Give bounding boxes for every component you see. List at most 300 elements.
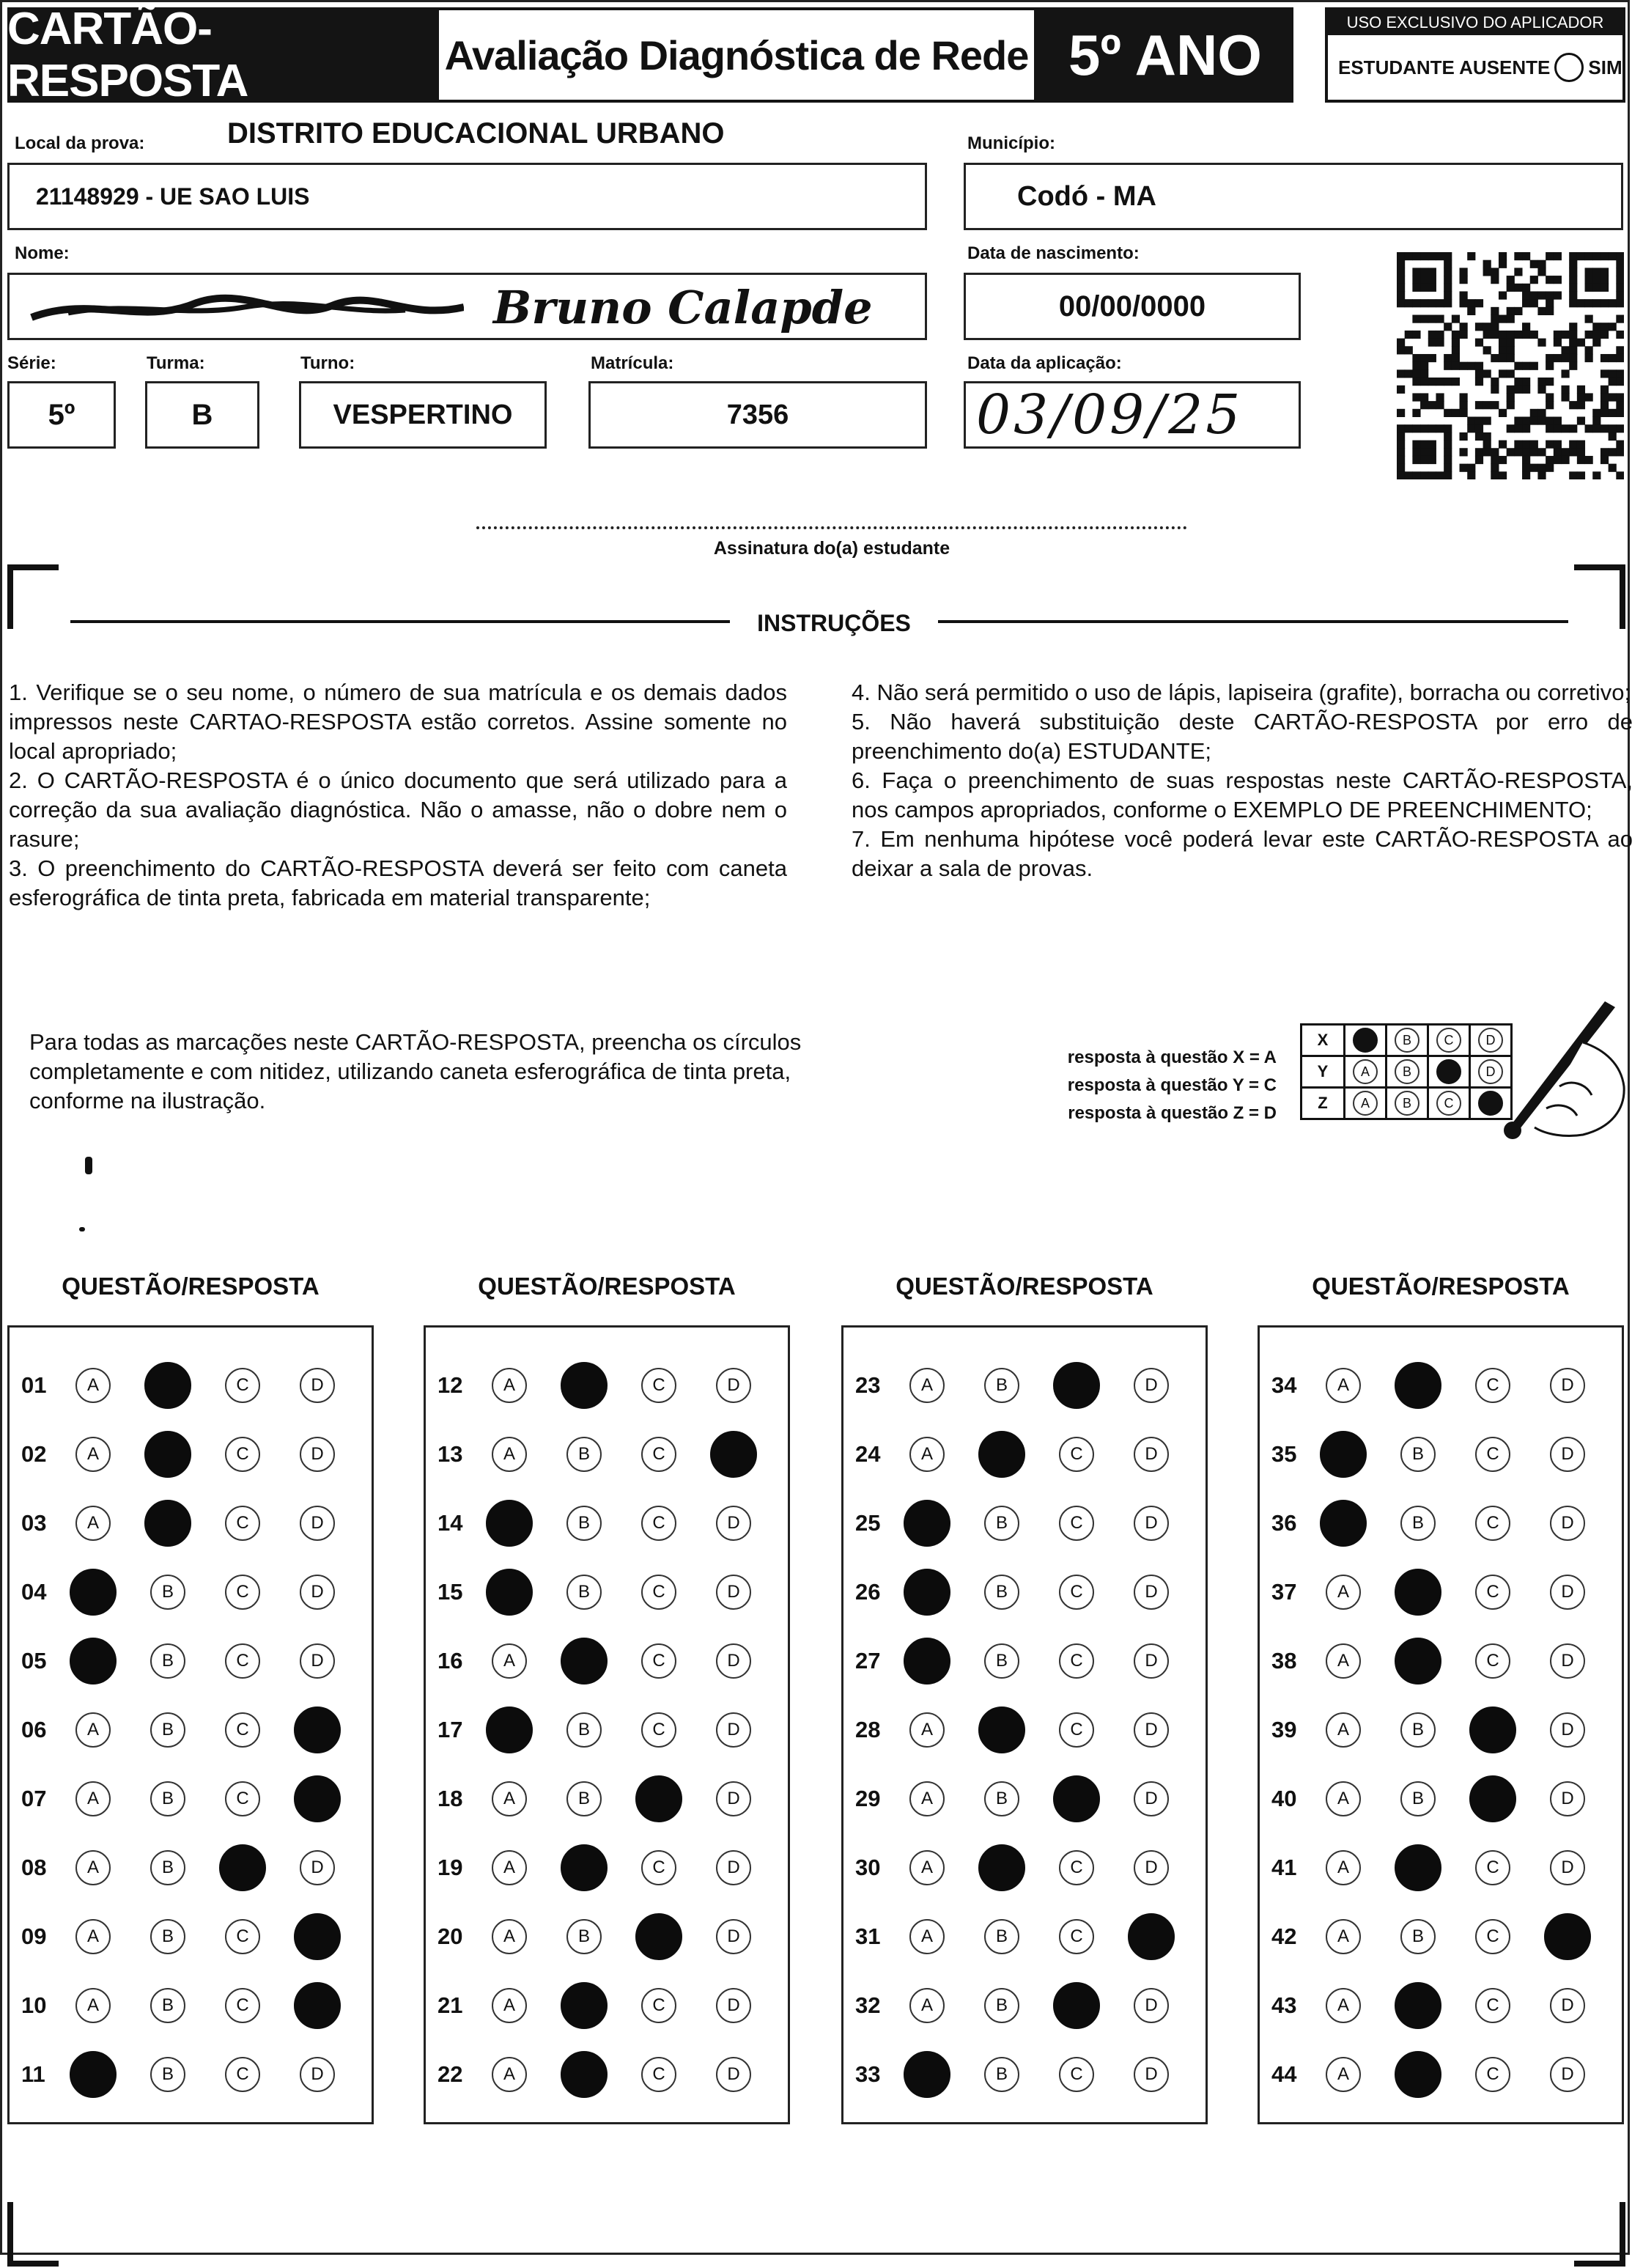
- qr-module: [1420, 252, 1428, 260]
- qr-module: [1428, 456, 1436, 464]
- answer-bubble-filled[interactable]: [978, 1844, 1025, 1891]
- answer-bubble[interactable]: C: [641, 1643, 676, 1679]
- answer-bubble[interactable]: D: [1550, 1437, 1585, 1472]
- qr-module: [1616, 409, 1624, 417]
- question-number: 26: [855, 1579, 881, 1605]
- qr-module: [1537, 409, 1546, 417]
- instruction-item: 6. Faça o preenchimento de suas respostas neste CARTÃO-RESPOSTA, nos campos apropriados, conforme o EXEMPLO DE PREENCHIMENTO;: [852, 767, 1633, 822]
- answer-bubble-filled[interactable]: [1469, 1775, 1516, 1822]
- answer-bubble[interactable]: D: [716, 2057, 751, 2092]
- answer-bubble[interactable]: B: [984, 1643, 1019, 1679]
- answer-bubble[interactable]: C: [1059, 1919, 1094, 1954]
- answer-bubble[interactable]: C: [1059, 1712, 1094, 1748]
- answer-bubble[interactable]: B: [1400, 1437, 1436, 1472]
- answer-bubble[interactable]: B: [150, 1712, 185, 1748]
- answer-bubble-filled[interactable]: [904, 1569, 950, 1616]
- question-number: 44: [1271, 2061, 1297, 2087]
- answer-bubble[interactable]: C: [1475, 1643, 1510, 1679]
- answer-bubble-filled[interactable]: [486, 1500, 533, 1547]
- question-number: 21: [437, 1992, 463, 2018]
- qr-module: [1592, 409, 1600, 417]
- answer-bubble[interactable]: A: [1326, 1575, 1361, 1610]
- answer-bubble-filled[interactable]: [144, 1362, 191, 1409]
- qr-module: [1522, 416, 1530, 424]
- qr-module: [1452, 362, 1460, 370]
- answer-bubble[interactable]: D: [716, 1368, 751, 1403]
- qr-module: [1397, 386, 1405, 394]
- answer-bubble[interactable]: D: [300, 1643, 335, 1679]
- qr-module: [1577, 416, 1585, 424]
- qr-module: [1546, 424, 1554, 432]
- qr-module: [1609, 448, 1617, 456]
- question-number: 37: [1271, 1579, 1297, 1605]
- answer-bubble[interactable]: D: [300, 1506, 335, 1541]
- answer-bubble[interactable]: B: [150, 2057, 185, 2092]
- qr-module: [1444, 276, 1452, 284]
- class-value: B: [191, 398, 213, 431]
- qr-module: [1405, 346, 1413, 354]
- answer-bubble[interactable]: C: [641, 1437, 676, 1472]
- example-bubble: C: [1436, 1028, 1461, 1053]
- answer-bubble-filled[interactable]: [70, 1638, 117, 1685]
- example-grid: [1300, 1023, 1513, 1120]
- answer-bubble[interactable]: D: [300, 1368, 335, 1403]
- answer-bubble[interactable]: C: [225, 1988, 260, 2023]
- question-number: 43: [1271, 1992, 1297, 2018]
- answer-bubble[interactable]: B: [150, 1643, 185, 1679]
- answer-bubble[interactable]: B: [150, 1781, 185, 1816]
- answer-bubble[interactable]: B: [566, 1712, 602, 1748]
- answer-bubble[interactable]: A: [1326, 1919, 1361, 1954]
- answer-bubble[interactable]: B: [150, 1850, 185, 1885]
- answer-bubble-filled[interactable]: [1544, 1913, 1591, 1960]
- qr-module: [1577, 386, 1585, 394]
- qr-module: [1444, 268, 1452, 276]
- answer-bubble[interactable]: A: [75, 1437, 111, 1472]
- qr-module: [1460, 268, 1468, 276]
- qr-module: [1420, 362, 1428, 370]
- answer-bubble[interactable]: B: [1400, 1919, 1436, 1954]
- answer-bubble-filled[interactable]: [978, 1431, 1025, 1478]
- qr-module: [1428, 441, 1436, 449]
- answer-bubble[interactable]: C: [1475, 1575, 1510, 1610]
- qr-module: [1569, 401, 1577, 409]
- answer-bubble[interactable]: C: [1475, 2057, 1510, 2092]
- qr-module: [1522, 441, 1530, 449]
- qr-module: [1585, 252, 1593, 260]
- qr-module: [1499, 331, 1507, 339]
- answer-bubble[interactable]: B: [1400, 1506, 1436, 1541]
- answer-bubble-filled[interactable]: [486, 1706, 533, 1753]
- answer-bubble[interactable]: A: [909, 1781, 945, 1816]
- answer-bubble[interactable]: D: [1134, 1506, 1169, 1541]
- answer-bubble[interactable]: D: [1550, 2057, 1585, 2092]
- answer-bubble[interactable]: C: [1059, 1506, 1094, 1541]
- series-value: 5º: [48, 398, 75, 431]
- answer-bubble[interactable]: C: [641, 2057, 676, 2092]
- qr-module: [1546, 276, 1554, 284]
- qr-module: [1585, 276, 1593, 284]
- qr-module: [1561, 386, 1569, 394]
- qr-module: [1499, 260, 1507, 268]
- qr-module: [1428, 378, 1436, 386]
- answer-bubble[interactable]: B: [984, 1988, 1019, 2023]
- qr-module: [1483, 369, 1491, 378]
- answer-bubble[interactable]: B: [984, 1919, 1019, 1954]
- answer-bubble[interactable]: C: [641, 1988, 676, 2023]
- qr-module: [1537, 260, 1546, 268]
- qr-module: [1507, 401, 1515, 409]
- answer-bubble[interactable]: A: [492, 1437, 527, 1472]
- qr-module: [1600, 276, 1609, 284]
- qr-module: [1530, 299, 1538, 307]
- answer-bubble[interactable]: C: [1059, 1643, 1094, 1679]
- answer-bubble[interactable]: D: [1134, 1575, 1169, 1610]
- answer-bubble[interactable]: B: [150, 1575, 185, 1610]
- answer-bubble-filled[interactable]: [1395, 1569, 1441, 1616]
- qr-module: [1499, 441, 1507, 449]
- answer-bubble[interactable]: A: [75, 1712, 111, 1748]
- qr-module: [1491, 268, 1499, 276]
- answer-bubble[interactable]: D: [1550, 1988, 1585, 2023]
- answer-bubble[interactable]: A: [75, 1506, 111, 1541]
- qr-module: [1436, 299, 1444, 307]
- answer-bubble[interactable]: B: [566, 1781, 602, 1816]
- shift-value: VESPERTINO: [333, 399, 513, 430]
- answer-bubble-filled[interactable]: [1053, 1775, 1100, 1822]
- answer-bubble-filled[interactable]: [294, 1706, 341, 1753]
- qr-module: [1616, 378, 1624, 386]
- answer-bubble[interactable]: A: [75, 1850, 111, 1885]
- answer-bubble-filled[interactable]: [635, 1775, 682, 1822]
- answer-bubble[interactable]: D: [716, 1850, 751, 1885]
- answer-bubble[interactable]: C: [641, 1850, 676, 1885]
- answer-bubble-filled[interactable]: [70, 2051, 117, 2098]
- qr-module: [1397, 268, 1405, 276]
- answer-bubble[interactable]: B: [1400, 1712, 1436, 1748]
- answer-bubble[interactable]: A: [492, 1850, 527, 1885]
- qr-module: [1483, 448, 1491, 456]
- answer-bubble-filled[interactable]: [1395, 1844, 1441, 1891]
- answer-bubble-filled[interactable]: [1320, 1431, 1367, 1478]
- signature-label: Assinatura do(a) estudante: [713, 538, 950, 559]
- answer-bubble-filled[interactable]: [1320, 1500, 1367, 1547]
- answer-bubble[interactable]: C: [1475, 1368, 1510, 1403]
- answer-bubble[interactable]: C: [225, 1575, 260, 1610]
- answer-bubble[interactable]: A: [75, 1919, 111, 1954]
- answer-bubble[interactable]: D: [1134, 1850, 1169, 1885]
- answer-bubble[interactable]: C: [641, 1575, 676, 1610]
- question-number: 16: [437, 1648, 463, 1674]
- qr-module: [1546, 441, 1554, 449]
- answer-bubble[interactable]: D: [716, 1988, 751, 2023]
- answer-bubble[interactable]: C: [1475, 1437, 1510, 1472]
- answer-bubble[interactable]: A: [909, 1850, 945, 1885]
- absent-bubble[interactable]: [1554, 53, 1584, 82]
- answer-bubble-filled[interactable]: [1395, 1362, 1441, 1409]
- answer-bubble-filled[interactable]: [1053, 1362, 1100, 1409]
- answer-bubble[interactable]: B: [984, 1368, 1019, 1403]
- qr-module: [1592, 424, 1600, 432]
- answer-bubble-filled[interactable]: [1128, 1913, 1175, 1960]
- question-row: [1260, 1696, 1625, 1764]
- answer-bubble[interactable]: A: [1326, 1988, 1361, 2023]
- answer-bubble[interactable]: B: [150, 1919, 185, 1954]
- qr-module: [1585, 268, 1593, 276]
- answer-bubble[interactable]: A: [492, 1781, 527, 1816]
- answer-bubble[interactable]: B: [566, 1506, 602, 1541]
- answer-bubble-filled[interactable]: [144, 1431, 191, 1478]
- qr-module: [1405, 424, 1413, 432]
- answer-bubble[interactable]: B: [566, 1919, 602, 1954]
- qr-module: [1436, 252, 1444, 260]
- answer-bubble[interactable]: A: [1326, 1850, 1361, 1885]
- answer-bubble[interactable]: C: [1475, 1850, 1510, 1885]
- answer-bubble[interactable]: C: [1059, 1850, 1094, 1885]
- city-field: [964, 163, 1623, 230]
- example-legend: [1035, 1044, 1277, 1127]
- answer-bubble-filled[interactable]: [1053, 1982, 1100, 2029]
- answer-bubble-filled[interactable]: [904, 1638, 950, 1685]
- answer-bubble[interactable]: D: [1550, 1643, 1585, 1679]
- enroll-label: Matrícula:: [591, 353, 674, 373]
- answer-bubble[interactable]: A: [1326, 1368, 1361, 1403]
- answer-bubble-filled[interactable]: [1395, 1982, 1441, 2029]
- answer-bubble[interactable]: A: [909, 1988, 945, 2023]
- answer-bubble[interactable]: D: [1550, 1368, 1585, 1403]
- answer-bubble[interactable]: C: [225, 1919, 260, 1954]
- qr-module: [1537, 448, 1546, 456]
- instruction-item: 5. Não haverá substituição deste CARTÃO-RESPOSTA por erro de preenchimento do(a) ESTUDANTE;: [852, 709, 1633, 764]
- answer-bubble-filled[interactable]: [904, 1500, 950, 1547]
- answer-bubble[interactable]: D: [1134, 1368, 1169, 1403]
- answer-bubble[interactable]: C: [1475, 1988, 1510, 2023]
- corner-mark-tl: [7, 564, 59, 629]
- answer-bubble[interactable]: A: [75, 1988, 111, 2023]
- answer-bubble[interactable]: D: [1134, 1437, 1169, 1472]
- answer-bubble-filled[interactable]: [219, 1844, 266, 1891]
- answer-bubble[interactable]: C: [225, 1643, 260, 1679]
- qr-module: [1522, 331, 1530, 339]
- question-number: 04: [21, 1579, 47, 1605]
- qr-module: [1561, 393, 1569, 401]
- answer-bubble[interactable]: D: [300, 1437, 335, 1472]
- answer-bubble[interactable]: B: [566, 1437, 602, 1472]
- answer-bubble[interactable]: D: [716, 1643, 751, 1679]
- answer-bubble[interactable]: D: [1550, 1781, 1585, 1816]
- answer-bubble-filled[interactable]: [978, 1706, 1025, 1753]
- answer-bubble[interactable]: A: [1326, 1781, 1361, 1816]
- answer-bubble[interactable]: C: [225, 1712, 260, 1748]
- answer-bubble-filled[interactable]: [561, 1638, 608, 1685]
- qr-module: [1397, 448, 1405, 456]
- answer-bubble[interactable]: B: [1400, 1781, 1436, 1816]
- qr-module: [1428, 331, 1436, 339]
- answer-bubble[interactable]: C: [641, 1368, 676, 1403]
- answer-bubble[interactable]: A: [75, 1368, 111, 1403]
- answer-bubble[interactable]: C: [1059, 1437, 1094, 1472]
- answer-bubble-filled[interactable]: [1395, 2051, 1441, 2098]
- answer-bubble[interactable]: D: [1134, 1988, 1169, 2023]
- answer-bubble[interactable]: D: [1134, 1643, 1169, 1679]
- answer-bubble[interactable]: D: [1134, 2057, 1169, 2092]
- answer-bubble-filled[interactable]: [561, 1982, 608, 2029]
- qr-module: [1499, 252, 1507, 260]
- answer-bubble[interactable]: D: [716, 1712, 751, 1748]
- qr-module: [1600, 268, 1609, 276]
- yes-label: SIM: [1588, 56, 1622, 78]
- example-bubble: D: [1478, 1059, 1503, 1084]
- qr-module: [1491, 276, 1499, 284]
- qr-module: [1499, 409, 1507, 417]
- answer-bubble[interactable]: D: [1550, 1506, 1585, 1541]
- qr-module: [1616, 471, 1624, 479]
- name-label: Nome:: [15, 243, 70, 263]
- qr-module: [1483, 323, 1491, 331]
- qr-module: [1460, 291, 1468, 299]
- answer-bubble-filled[interactable]: [561, 1844, 608, 1891]
- hand-pen-illustration: [1495, 998, 1627, 1145]
- grade-badge: 5º ANO: [1037, 7, 1293, 103]
- answer-bubble[interactable]: D: [1550, 1712, 1585, 1748]
- answer-bubble-filled[interactable]: [904, 2051, 950, 2098]
- answer-bubble[interactable]: C: [641, 1506, 676, 1541]
- answer-bubble-filled[interactable]: [1395, 1638, 1441, 1685]
- answer-bubble-filled[interactable]: [561, 2051, 608, 2098]
- question-number: 09: [21, 1923, 47, 1949]
- qr-module: [1530, 260, 1538, 268]
- answer-bubble[interactable]: D: [1550, 1850, 1585, 1885]
- answer-bubble-filled[interactable]: [144, 1500, 191, 1547]
- answer-bubble-filled[interactable]: [635, 1913, 682, 1960]
- question-number: 22: [437, 2061, 463, 2087]
- answer-bubble[interactable]: C: [1475, 1506, 1510, 1541]
- answer-bubble[interactable]: A: [1326, 2057, 1361, 2092]
- answer-bubble[interactable]: D: [716, 1506, 751, 1541]
- answer-bubble-filled[interactable]: [70, 1569, 117, 1616]
- answer-bubble[interactable]: A: [909, 1712, 945, 1748]
- answer-bubble-filled[interactable]: [294, 1982, 341, 2029]
- answer-bubble[interactable]: C: [1059, 2057, 1094, 2092]
- qr-module: [1537, 471, 1546, 479]
- answer-bubble[interactable]: C: [1475, 1919, 1510, 1954]
- qr-module: [1467, 424, 1475, 432]
- qr-module: [1475, 339, 1483, 347]
- answer-bubble-filled[interactable]: [561, 1362, 608, 1409]
- answer-bubble[interactable]: D: [300, 1850, 335, 1885]
- answer-bubble-filled[interactable]: [1469, 1706, 1516, 1753]
- question-number: 06: [21, 1717, 47, 1742]
- answer-bubble[interactable]: B: [984, 1506, 1019, 1541]
- example-cell: [1428, 1025, 1470, 1056]
- question-row: [426, 1489, 791, 1558]
- answer-bubble[interactable]: A: [909, 1368, 945, 1403]
- qr-module: [1537, 464, 1546, 472]
- answer-bubble[interactable]: D: [716, 1919, 751, 1954]
- location-label: Local da prova:: [15, 133, 145, 153]
- answer-bubble[interactable]: B: [984, 1781, 1019, 1816]
- answer-bubble[interactable]: D: [716, 1575, 751, 1610]
- answer-bubble[interactable]: C: [225, 1368, 260, 1403]
- answer-bubble[interactable]: A: [909, 1919, 945, 1954]
- question-number: 42: [1271, 1923, 1297, 1949]
- answer-bubble[interactable]: D: [716, 1781, 751, 1816]
- answer-bubble[interactable]: D: [1134, 1781, 1169, 1816]
- answer-bubble[interactable]: A: [1326, 1643, 1361, 1679]
- question-row: [10, 1627, 374, 1696]
- answer-bubble[interactable]: A: [492, 1643, 527, 1679]
- answer-bubble[interactable]: A: [492, 1988, 527, 2023]
- answer-bubble[interactable]: C: [225, 1437, 260, 1472]
- answer-bubble[interactable]: C: [225, 2057, 260, 2092]
- answer-bubble[interactable]: D: [1134, 1712, 1169, 1748]
- qr-module: [1467, 471, 1475, 479]
- answer-bubble[interactable]: D: [1550, 1575, 1585, 1610]
- qr-module: [1522, 471, 1530, 479]
- answer-bubble[interactable]: A: [1326, 1712, 1361, 1748]
- answer-bubble[interactable]: C: [641, 1712, 676, 1748]
- answer-bubble[interactable]: C: [225, 1506, 260, 1541]
- qr-module: [1600, 409, 1609, 417]
- qr-module: [1609, 252, 1617, 260]
- question-row: [426, 1764, 791, 1833]
- district-name: DISTRITO EDUCACIONAL URBANO: [227, 117, 725, 150]
- qr-module: [1522, 386, 1530, 394]
- qr-module: [1609, 464, 1617, 472]
- answer-bubble[interactable]: B: [984, 1575, 1019, 1610]
- qr-module: [1600, 299, 1609, 307]
- qr-module: [1412, 424, 1420, 432]
- qr-module: [1585, 315, 1593, 323]
- answer-bubble[interactable]: A: [75, 1781, 111, 1816]
- answer-bubble[interactable]: D: [300, 2057, 335, 2092]
- qr-module: [1569, 471, 1577, 479]
- answer-bubble[interactable]: A: [909, 1437, 945, 1472]
- question-row: [10, 1489, 374, 1558]
- answer-bubble[interactable]: D: [300, 1575, 335, 1610]
- answer-bubble[interactable]: B: [150, 1988, 185, 2023]
- qr-module: [1600, 331, 1609, 339]
- qr-module: [1475, 432, 1483, 441]
- answer-bubble-filled[interactable]: [486, 1569, 533, 1616]
- qr-module: [1616, 393, 1624, 401]
- qr-module: [1569, 339, 1577, 347]
- answer-bubble-filled[interactable]: [710, 1431, 757, 1478]
- qr-module: [1420, 369, 1428, 378]
- qr-module: [1436, 471, 1444, 479]
- answer-bubble-filled[interactable]: [294, 1913, 341, 1960]
- answer-bubble[interactable]: A: [492, 1919, 527, 1954]
- birth-label: Data de nascimento:: [967, 243, 1140, 263]
- qr-module: [1397, 369, 1405, 378]
- answer-bubble[interactable]: C: [1059, 1575, 1094, 1610]
- answer-bubble[interactable]: A: [492, 1368, 527, 1403]
- example-bubble: B: [1395, 1028, 1419, 1053]
- qr-module: [1537, 339, 1546, 347]
- qr-module: [1467, 307, 1475, 315]
- answer-bubble[interactable]: B: [566, 1575, 602, 1610]
- redaction-scribble: [24, 288, 464, 329]
- answer-bubble[interactable]: C: [225, 1781, 260, 1816]
- answer-bubble[interactable]: B: [984, 2057, 1019, 2092]
- qr-module: [1420, 268, 1428, 276]
- answer-bubble-filled[interactable]: [294, 1775, 341, 1822]
- applicator-heading: USO EXCLUSIVO DO APLICADOR: [1328, 10, 1622, 35]
- qr-module: [1577, 339, 1585, 347]
- qr-module: [1405, 331, 1413, 339]
- qr-module: [1600, 401, 1609, 409]
- answer-bubble[interactable]: A: [492, 2057, 527, 2092]
